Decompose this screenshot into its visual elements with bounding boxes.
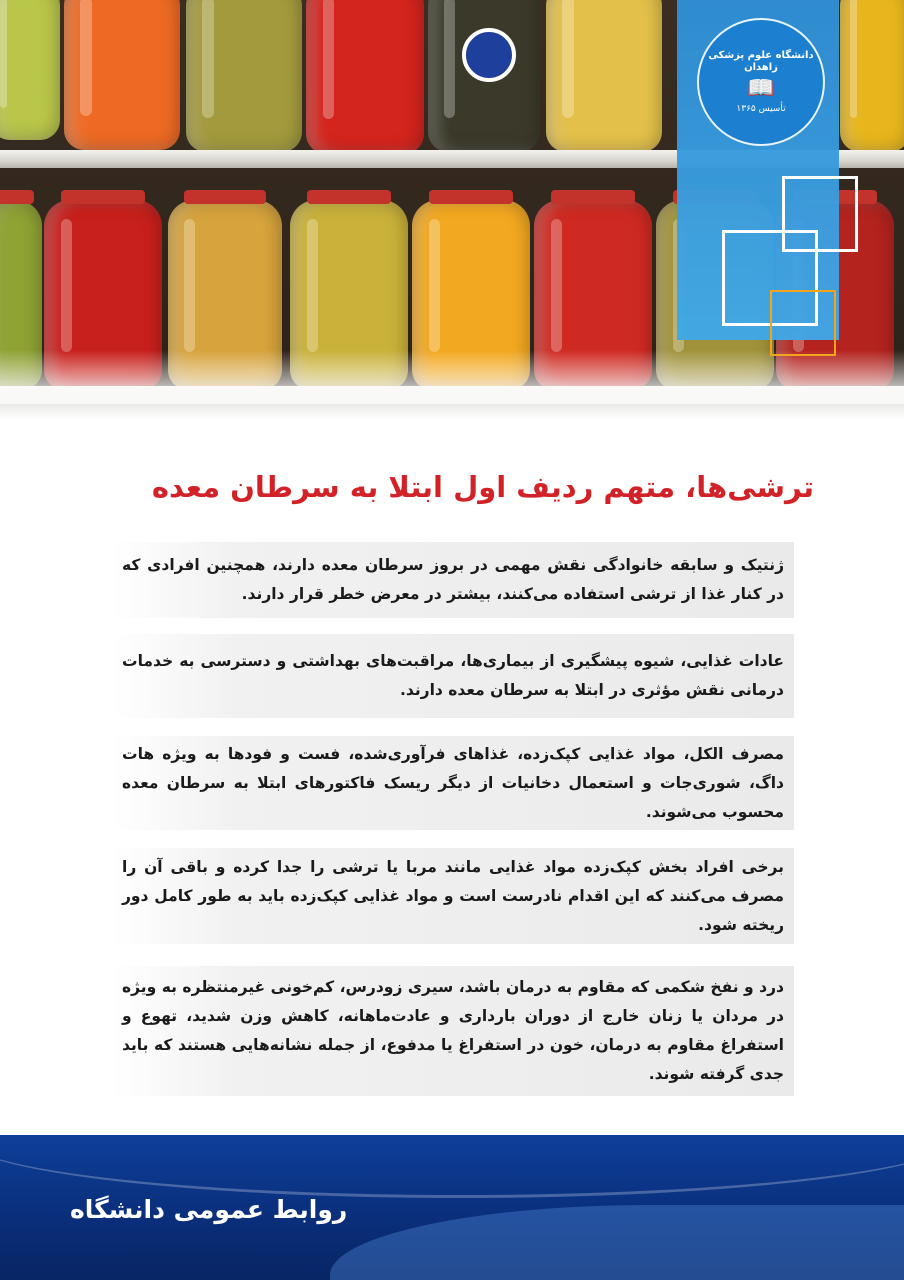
- paragraph-text: ژنتیک و سابقه خانوادگی نقش مهمی در بروز سرطان معده دارند، همچنین افرادی که در کنار غذا از ترشی استفاده می‌کنند، بیشتر در معرض خطر قرار دارند.: [122, 556, 784, 603]
- jar: [186, 0, 302, 152]
- jar: [840, 0, 904, 152]
- jar: [306, 0, 424, 154]
- paragraph-text: عادات غذایی، شیوه پیشگیری از بیماری‌ها، مراقبت‌های بهداشتی و دسترسی به خدمات درمانی نقش مؤثری در ابتلا به سرطان معده دارند.: [122, 652, 784, 699]
- jar: [546, 0, 662, 152]
- evil-eye-icon: [462, 28, 516, 82]
- decorative-square-accent: [770, 290, 836, 356]
- paragraph-box: [112, 736, 794, 830]
- open-book-icon: 📖: [747, 76, 775, 101]
- paragraph-box: [112, 542, 794, 618]
- article-title: ترشی‌ها، متهم ردیف اول ابتلا به سرطان معده: [151, 470, 814, 504]
- paragraph-text: برخی افراد بخش کپک‌زده مواد غذایی مانند مربا یا ترشی را جدا کرده و باقی آن را مصرف می‌کنند که این اقدام نادرست است و مواد غذایی کپک‌زده باید به طور کامل دور ریخته شود.: [122, 857, 784, 934]
- logo-established: تأسیس ۱۳۶۵: [736, 104, 786, 114]
- jar: [64, 0, 180, 150]
- paragraph-text: درد و نفخ شکمی که مقاوم به درمان باشد، سیری زودرس، کم‌خونی غیرمنتظره به ویژه در مردان یا زنان خارج از دوران بارداری و عادت‌ماهانه، کاهش وزن شدید، تهوع و استفراغ مقاوم به درمان، خون در استفراغ یا مدفوع، از جمله نشانه‌هایی هستند که باید جدی گرفته شوند.: [122, 978, 784, 1083]
- paragraph-text: مصرف الکل، مواد غذایی کپک‌زده، غذاهای فرآوری‌شده، فست و فودها به ویژه هات داگ، شوری‌جات و استعمال دخانیات از دیگر ریسک فاکتورهای ابتلا به سرطان معده محسوب می‌شوند.: [122, 744, 784, 821]
- paragraph-box: [112, 848, 794, 944]
- jar: [0, 0, 60, 140]
- university-logo: [697, 18, 825, 146]
- paragraph-box: [112, 634, 794, 718]
- paragraph-box: [112, 966, 794, 1096]
- footer-public-relations: روابط عمومی دانشگاه: [70, 1195, 348, 1224]
- logo-university-name: دانشگاه علوم پزشکی زاهدان: [708, 50, 814, 73]
